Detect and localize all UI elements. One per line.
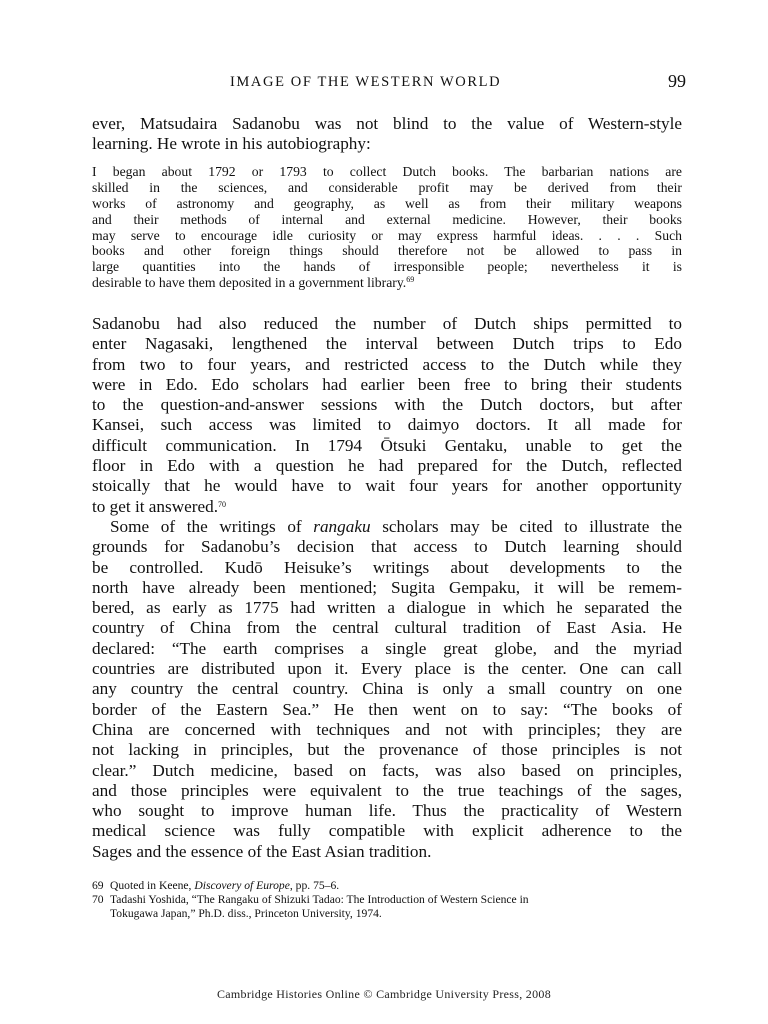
quote-line: skilled in the sciences, and considerable profit may be derived from their (92, 179, 682, 195)
intro-text (92, 114, 682, 155)
text-line (92, 517, 682, 537)
text-line: ever, Matsudaira Sadanobu was not blind to the value of Western-style (92, 114, 682, 133)
text-line: country of China from the central cultural tradition of East Asia. He (92, 618, 682, 638)
footnote-title: Discovery of Europe (194, 879, 290, 892)
text-line: floor in Edo with a question he had prepared for the Dutch, reflected (92, 456, 682, 476)
text-line: to the question-and-answer sessions with the Dutch doctors, but after (92, 395, 682, 415)
text-line: clear.” Dutch medicine, based on facts, was also based on principles, (92, 760, 682, 780)
footnote-number: 70 (92, 893, 104, 906)
footnote-70 (92, 893, 682, 907)
copyright-credit: Cambridge Histories Online © Cambridge University Press, 2008 (216, 987, 552, 1001)
text-line: countries are distributed upon it. Every place is the center. One can call (92, 659, 682, 679)
text-line: were in Edo. Edo scholars had earlier been free to bring their students (92, 374, 682, 394)
footnote-69 (92, 879, 682, 893)
text-line: medical science was fully compatible with explicit adherence to the (92, 821, 682, 841)
footnote-70-continued: Tokugawa Japan,” Ph.D. diss., Princeton University, 1974. (110, 907, 382, 920)
text-line: from two to four years, and restricted access to the Dutch while they (92, 354, 682, 374)
quote-line: I began about 1792 or 1793 to collect Dutch books. The barbarian nations are (92, 164, 682, 179)
footnote-text: Quoted in Keene, (110, 879, 195, 892)
note-ref-69: 69 (406, 275, 415, 285)
text-segment: scholars may be cited to illustrate the (370, 516, 682, 536)
quote-line: works of astronomy and geography, as well as from their military weapons (92, 195, 682, 211)
text-line (92, 497, 682, 517)
paragraph-1 (92, 314, 682, 862)
quote-line: large quantities into the hands of irresponsible people; nevertheless it is (92, 259, 682, 275)
text-line: not lacking in principles, but the provenance of those principles is not (92, 740, 682, 760)
text-line: border of the Eastern Sea.” He then went on to say: “The books of (92, 699, 682, 719)
text-line: grounds for Sadanobu’s decision that access to Dutch learning should (92, 537, 682, 557)
text-line: bered, as early as 1775 had written a dialogue in which he separated the (92, 598, 682, 618)
footnote-text: Tadashi Yoshida, “The Rangaku of Shizuki Tadao: The Introduction of Western Science in (110, 893, 529, 906)
running-title: IMAGE OF THE WESTERN WORLD (230, 74, 502, 90)
text-line: be controlled. Kudō Heisuke’s writings about developments to the (92, 557, 682, 577)
text-line: declared: “The earth comprises a single great globe, and the myriad (92, 638, 682, 658)
text-line: who sought to improve human life. Thus the practicality of Western (92, 801, 682, 821)
footnote-text: , pp. 75–6. (289, 879, 340, 892)
text-line: learning. He wrote in his autobiography: (92, 134, 371, 154)
quote-line: and their methods of internal and external medicine. However, their books (92, 211, 682, 227)
text-line: any country the central country. China is only a small country on one (92, 679, 682, 699)
text-line: stoically that he would have to wait four years for another opportunity (92, 476, 682, 496)
text-line-end: to get it answered. (92, 496, 219, 516)
italic-term: rangaku (313, 516, 371, 536)
text-segment: Some of the writings of (110, 516, 314, 536)
quote-line-text: desirable to have them deposited in a government library. (92, 275, 407, 291)
quote-line (92, 275, 682, 291)
text-line: north have already been mentioned; Sugita Gempaku, it will be remem- (92, 577, 682, 597)
quote-line: books and other foreign things should therefore not be allowed to pass in (92, 243, 682, 259)
text-line: and those principles were equivalent to the true teachings of the sages, (92, 780, 682, 800)
text-line: enter Nagasaki, lengthened the interval between Dutch trips to Edo (92, 334, 682, 354)
text-line: difficult communication. In 1794 Ōtsuki Gentaku, unable to get the (92, 435, 682, 455)
page-number: 99 (668, 71, 686, 91)
text-line: Kansei, such access was limited to daimyo doctors. It all made for (92, 415, 682, 435)
text-line: China are concerned with techniques and not with principles; they are (92, 719, 682, 739)
quote-line: may serve to encourage idle curiosity or may express harmful ideas. . . . Such (92, 227, 682, 243)
note-ref-70: 70 (218, 499, 227, 509)
text-line: Sages and the essence of the East Asian tradition. (92, 841, 432, 861)
footnote-number: 69 (92, 879, 104, 892)
text-line: Sadanobu had also reduced the number of Dutch ships permitted to (92, 314, 682, 333)
footnotes (92, 879, 682, 921)
block-quote (92, 164, 682, 291)
page-header (230, 71, 686, 96)
